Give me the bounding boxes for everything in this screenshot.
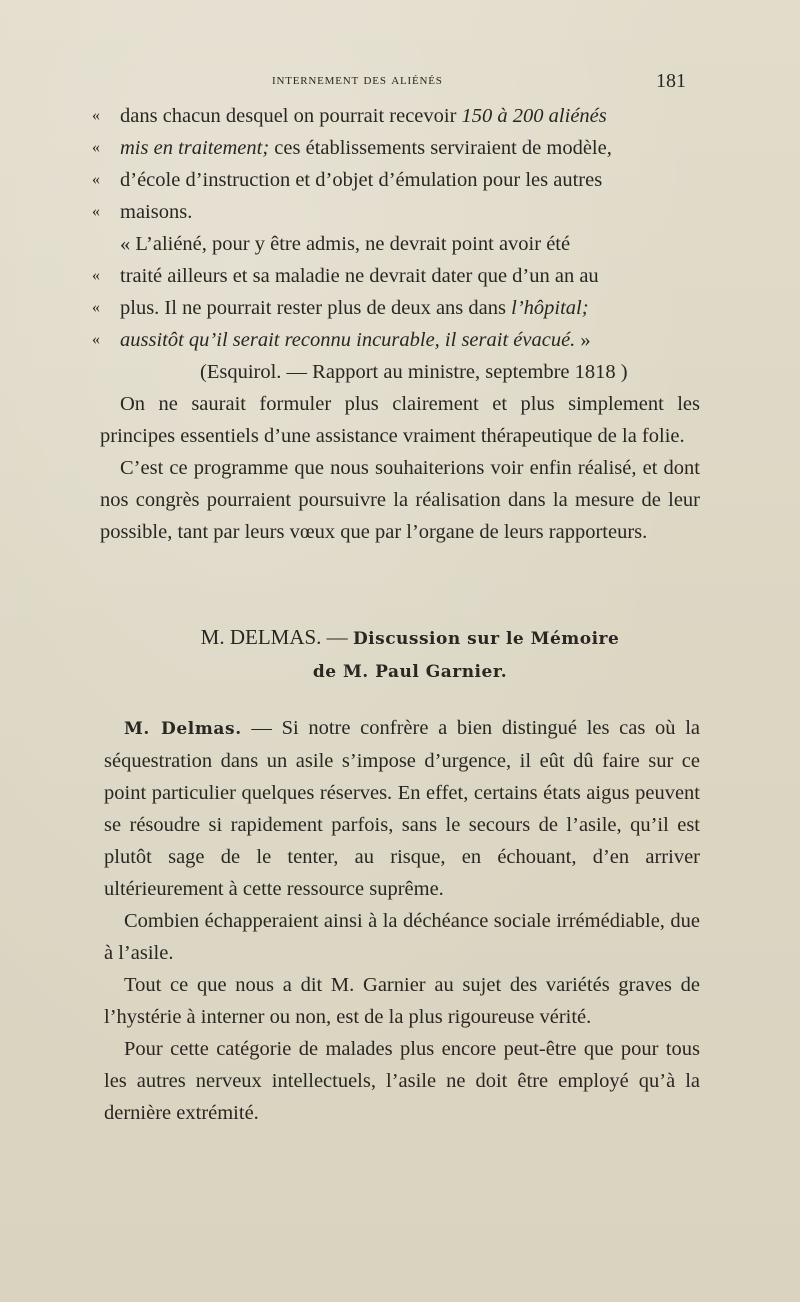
paragraph: Tout ce que nous a dit M. Garnier au sujet des variétés graves de l’hystérie à interner ou non, est de la plus rigoureuse vérité. xyxy=(104,974,700,1028)
quote-text: maisons. xyxy=(120,201,193,223)
page-header xyxy=(0,70,800,94)
quote-line xyxy=(92,196,700,228)
quote-text: « L’aliéné, pour y être admis, ne devrait point avoir été xyxy=(120,233,571,255)
quote-line xyxy=(92,164,700,196)
paragraph: On ne saurait formuler plus clairement et plus simplement les principes essentiels d’une assistance vraiment thérapeutique de la folie. xyxy=(100,393,700,447)
paragraph: C’est ce programme que nous souhaiterions voir enfin réalisé, et dont nos congrès pourraient poursuivre la réalisation dans la mesure de leur possible, tant par leurs vœux que par l’organe de leurs rapporteurs. xyxy=(100,457,700,543)
quote-line xyxy=(92,132,700,164)
quote-mark: « xyxy=(92,107,100,124)
section-title-line1: Discussion sur le Mémoire xyxy=(352,629,620,649)
citation: (Esquirol. — Rapport au ministre, septembre 1818 ) xyxy=(200,361,628,383)
quote-mark: « xyxy=(92,267,100,284)
quote-line xyxy=(100,228,700,260)
quote-line xyxy=(92,100,700,132)
quote-text: dans chacun desquel on pourrait recevoir xyxy=(120,105,462,127)
paragraph: Combien échapperaient ainsi à la déchéance sociale irrémédiable, due à l’asile. xyxy=(104,910,700,964)
section-heading xyxy=(130,622,690,688)
section-author: M. DELMAS. — xyxy=(200,625,353,649)
quote-italic: 150 à 200 aliénés xyxy=(461,105,607,127)
speaker-name: M. Delmas. xyxy=(124,719,242,739)
paragraph-text: — Si notre confrère a bien distingué les cas où la séquestration dans un asile s’impose d’urgence, il eût dû faire sur ce point particulier quelques réserves. En effet, certains états aigus peuvent se résoudre si rapidement parfois, sans le secours de l’asile, qu’il est plutôt sage de le tenter, au risque, en échouant, d’en arriver ultérieurement à cette ressource suprême. xyxy=(104,717,700,900)
quoted-passage xyxy=(92,100,700,548)
discussion-text xyxy=(104,712,700,1129)
page-number: 181 xyxy=(656,70,686,92)
quote-italic: mis en traitement; xyxy=(120,137,270,159)
quote-text: plus. Il ne pourrait rester plus de deux ans dans xyxy=(120,297,512,319)
quote-line xyxy=(92,292,700,324)
quote-text: ces établissements serviraient de modèle, xyxy=(269,137,612,159)
quote-mark: « xyxy=(92,139,100,156)
section-title-line2: de M. Paul Garnier. xyxy=(312,662,508,682)
quote-italic: aussitôt qu’il serait reconnu incurable, il serait évacué. xyxy=(120,329,576,351)
paragraph: Pour cette catégorie de malades plus encore peut-être que pour tous les autres nerveux intellectuels, l’asile ne doit être employé qu’à la dernière extrémité. xyxy=(104,1038,700,1124)
quote-line xyxy=(92,260,700,292)
quote-mark: « xyxy=(92,203,100,220)
running-head: internement des aliénés xyxy=(272,72,443,88)
quote-text: » xyxy=(575,329,591,351)
quote-mark: « xyxy=(92,331,100,348)
quote-italic: l’hôpital; xyxy=(511,297,589,319)
quote-line xyxy=(92,324,700,356)
quote-text: d’école d’instruction et d’objet d’émulation pour les autres xyxy=(120,169,603,191)
quote-text: traité ailleurs et sa maladie ne devrait dater que d’un an au xyxy=(120,265,599,287)
quote-mark: « xyxy=(92,171,100,188)
paragraph xyxy=(104,712,700,905)
quote-mark: « xyxy=(92,299,100,316)
